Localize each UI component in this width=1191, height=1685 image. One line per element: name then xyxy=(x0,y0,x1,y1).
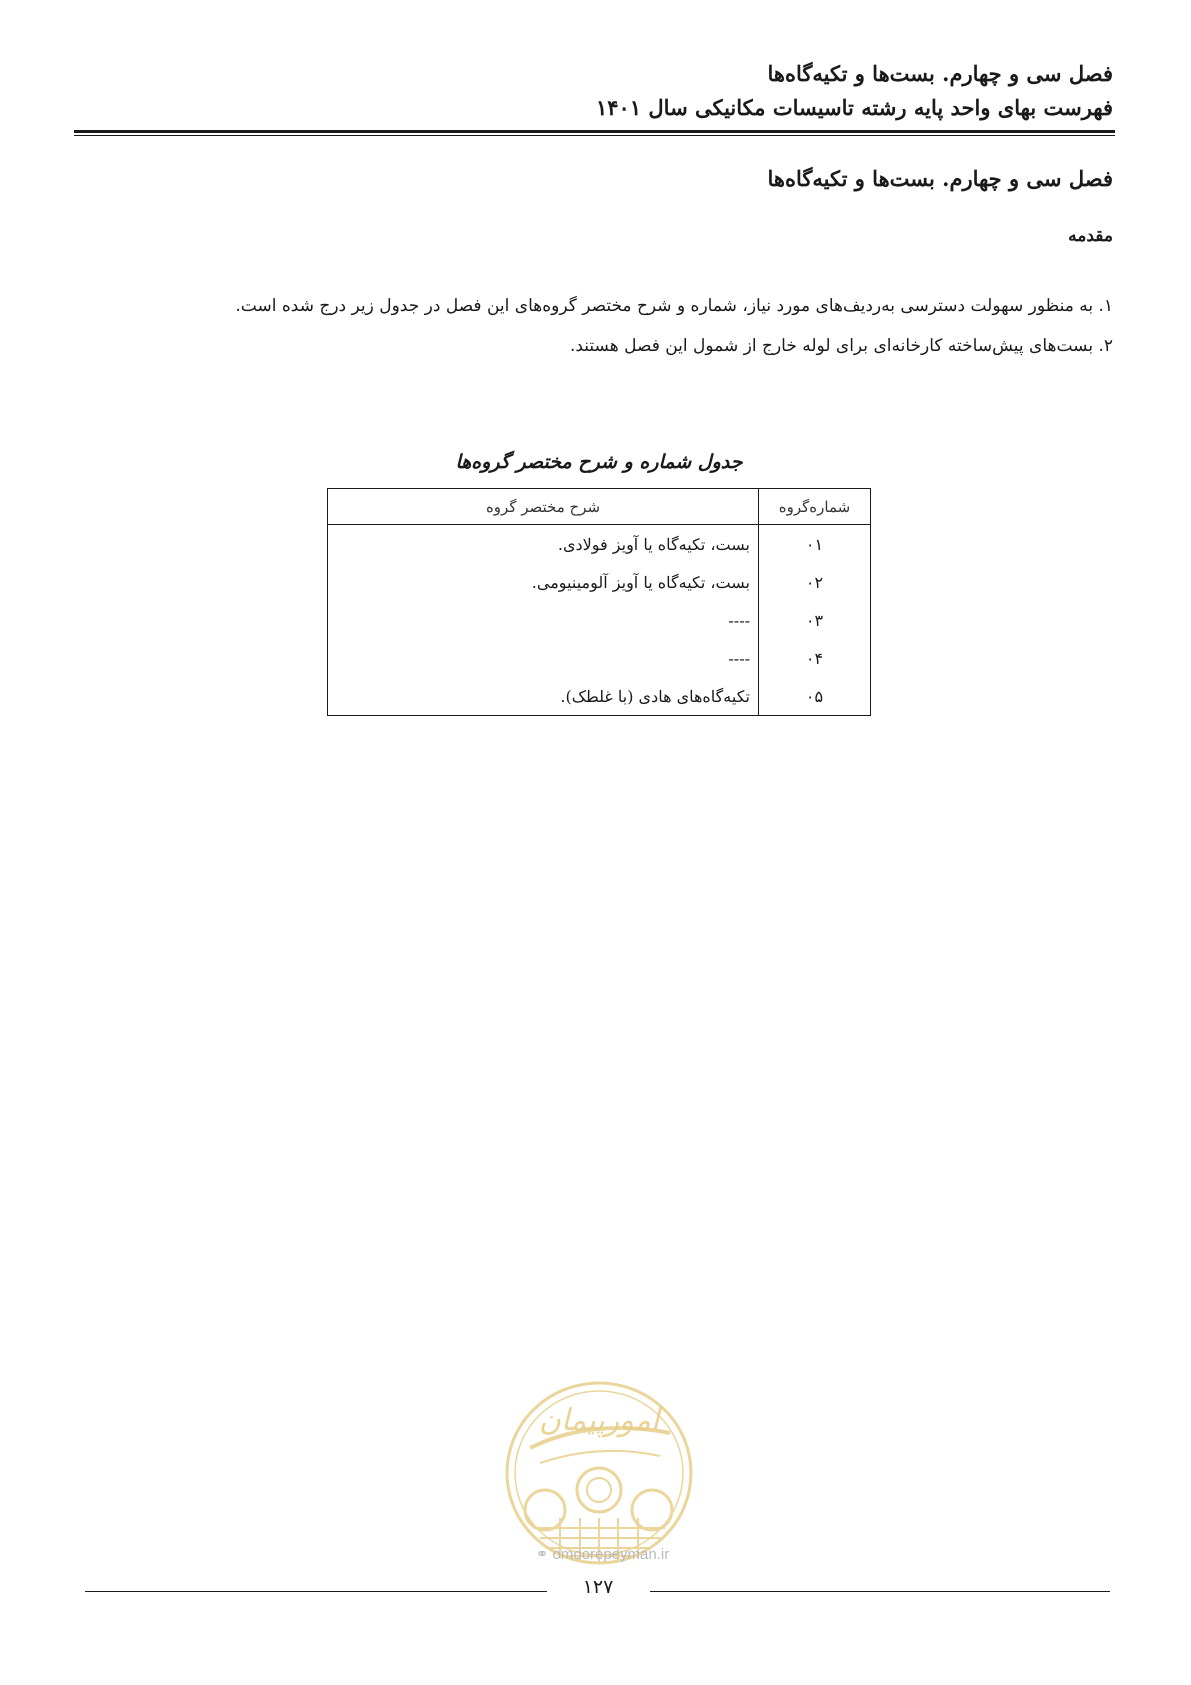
watermark-logo-text: امورپیمان xyxy=(538,1403,660,1438)
footer-rule-left xyxy=(85,1591,547,1592)
group-number: ۰۴ xyxy=(759,639,871,677)
intro-paragraphs xyxy=(73,286,1113,366)
group-description: بست، تکیه‌گاه یا آویز آلومینیومی. xyxy=(328,563,759,601)
group-number: ۰۲ xyxy=(759,563,871,601)
group-number: ۰۳ xyxy=(759,601,871,639)
header-chapter-title: فصل سی و چهارم. بست‌ها و تکیه‌گاه‌ها xyxy=(767,61,1113,86)
globe-icon: ⚭ xyxy=(535,1546,549,1563)
watermark-logo xyxy=(500,1378,698,1568)
page-number: ۱۲۷ xyxy=(582,1576,614,1598)
table-row xyxy=(328,639,871,677)
header-document-title: فهرست بهای واحد پایه رشته تاسیسات مکانیکی سال ۱۴۰۱ xyxy=(595,95,1113,120)
table-row xyxy=(328,601,871,639)
header-rule-thick xyxy=(74,130,1115,133)
footer-rule-right xyxy=(650,1591,1110,1592)
watermark-seal-icon xyxy=(500,1378,698,1568)
page-header xyxy=(73,58,1113,124)
table-title: جدول شماره و شرح مختصر گروه‌ها xyxy=(455,451,743,473)
column-header-description: شرح مختصر گروه xyxy=(328,489,759,525)
groups-table xyxy=(327,488,871,716)
chapter-title: فصل سی و چهارم. بست‌ها و تکیه‌گاه‌ها xyxy=(767,166,1113,191)
table-row xyxy=(328,563,871,601)
paragraph-2: ۲. بست‌های پیش‌ساخته کارخانه‌ای برای لوله خارج از شمول این فصل هستند. xyxy=(569,336,1113,356)
table-row xyxy=(328,677,871,716)
watermark-site xyxy=(515,1545,690,1563)
group-description: ---- xyxy=(328,601,759,639)
table-header-row xyxy=(328,489,871,525)
table-row xyxy=(328,525,871,564)
watermark-site-text: omoorepeyman.ir xyxy=(552,1546,670,1563)
group-description: بست، تکیه‌گاه یا آویز فولادی. xyxy=(328,525,759,564)
group-number: ۰۱ xyxy=(759,525,871,564)
group-number: ۰۵ xyxy=(759,677,871,716)
group-description: ---- xyxy=(328,639,759,677)
header-rule-thin xyxy=(74,135,1115,136)
intro-heading: مقدمه xyxy=(1068,226,1113,246)
column-header-number: شماره‌گروه xyxy=(759,489,871,525)
paragraph-1: ۱. به منظور سهولت دسترسی به‌ردیف‌های مورد نیاز، شماره و شرح مختصر گروه‌های این فصل در جدول زیر درج شده است. xyxy=(235,296,1113,316)
group-description: تکیه‌گاه‌های هادی (با غلطک). xyxy=(328,677,759,716)
